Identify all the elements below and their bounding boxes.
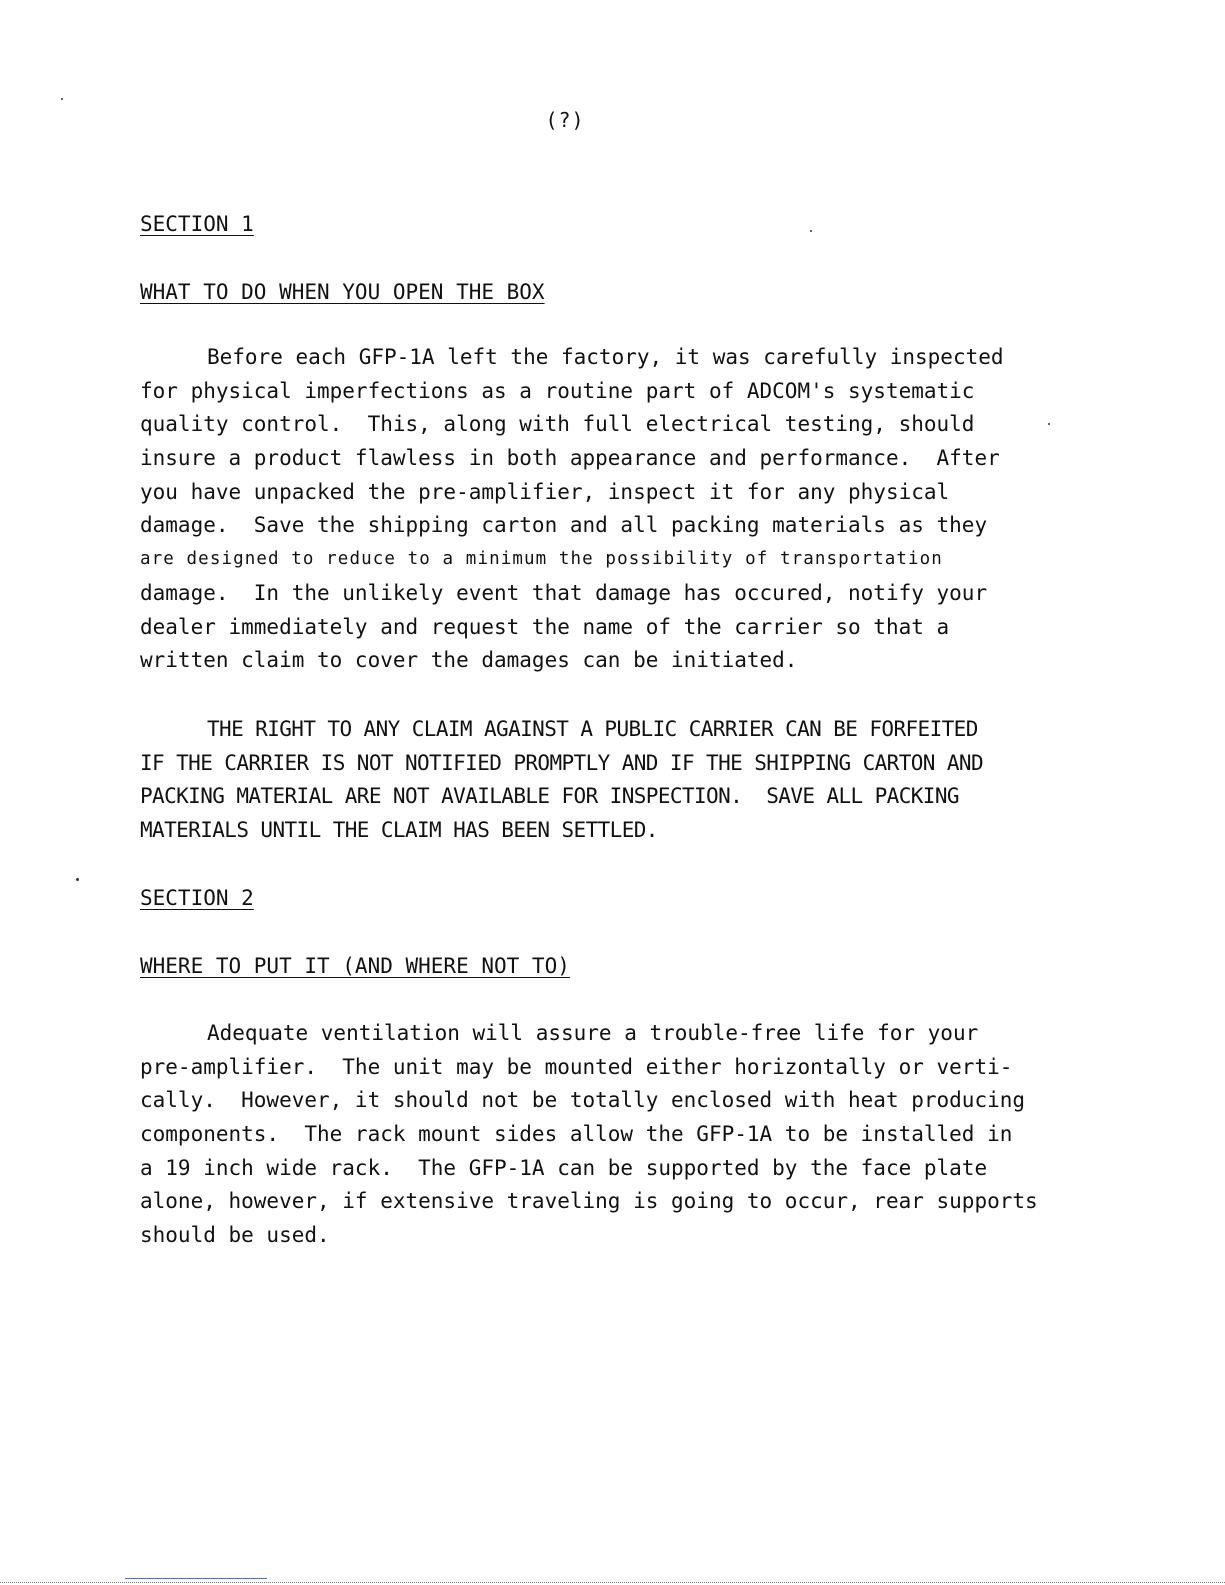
text-line: you have unpacked the pre-amplifier, inspect it for any physical [140, 479, 950, 504]
text-line: are designed to reduce to a minimum the possibility of transportation [140, 549, 943, 570]
text-line: dealer immediately and request the name of the carrier so that a [140, 614, 950, 639]
text-line: components. The rack mount sides allow the GFP-1A to be installed in [140, 1122, 1013, 1147]
text-line: PACKING MATERIAL ARE NOT AVAILABLE FOR INSPECTION. SAVE ALL PACKING [140, 784, 959, 809]
section-1-paragraph-1 [140, 341, 1004, 678]
section-2-paragraph-1 [140, 1017, 1038, 1253]
text-line: for physical imperfections as a routine part of ADCOM's systematic [140, 378, 975, 403]
text-line: written claim to cover the damages can be initiated. [140, 648, 798, 673]
text-line: Adequate ventilation will assure a trouble-free life for your [207, 1021, 979, 1045]
text-line: alone, however, if extensive traveling is going to occur, rear supports [140, 1189, 1038, 1214]
section-1-title: WHAT TO DO WHEN YOU OPEN THE BOX [140, 280, 545, 304]
text-line: cally. However, it should not be totally enclosed with heat producing [140, 1088, 1026, 1113]
page-bottom-mark [125, 1578, 267, 1579]
text-line: pre-amplifier. The unit may be mounted either horizontally or verti- [140, 1054, 1013, 1079]
page-number: (?) [545, 108, 585, 132]
section-1-label: SECTION 1 [140, 212, 254, 236]
text-line: MATERIALS UNTIL THE CLAIM HAS BEEN SETTLED. [140, 818, 658, 843]
text-line: insure a product flawless in both appearance and performance. After [140, 446, 1000, 471]
text-line: a 19 inch wide rack. The GFP-1A can be supported by the face plate [140, 1155, 988, 1180]
section-1-paragraph-2 [140, 713, 983, 848]
text-line: IF THE CARRIER IS NOT NOTIFIED PROMPTLY AND IF THE SHIPPING CARTON AND [140, 750, 984, 775]
scan-speck [810, 230, 812, 232]
section-2-title: WHERE TO PUT IT (AND WHERE NOT TO) [140, 954, 570, 978]
text-line: damage. In the unlikely event that damage has occured, notify your [140, 580, 988, 605]
scan-speck [76, 878, 79, 881]
text-line: THE RIGHT TO ANY CLAIM AGAINST A PUBLIC CARRIER CAN BE FORFEITED [207, 717, 978, 741]
text-line: damage. Save the shipping carton and all packing materials as they [140, 513, 988, 538]
text-line: should be used. [140, 1223, 330, 1248]
text-line: Before each GFP-1A left the factory, it was carefully inspected [207, 345, 1004, 369]
text-line: quality control. This, along with full electrical testing, should [140, 412, 975, 437]
scan-speck [1048, 423, 1050, 425]
section-2-label: SECTION 2 [140, 886, 254, 910]
scan-speck [61, 98, 63, 100]
page-bottom-edge [0, 1582, 1225, 1584]
